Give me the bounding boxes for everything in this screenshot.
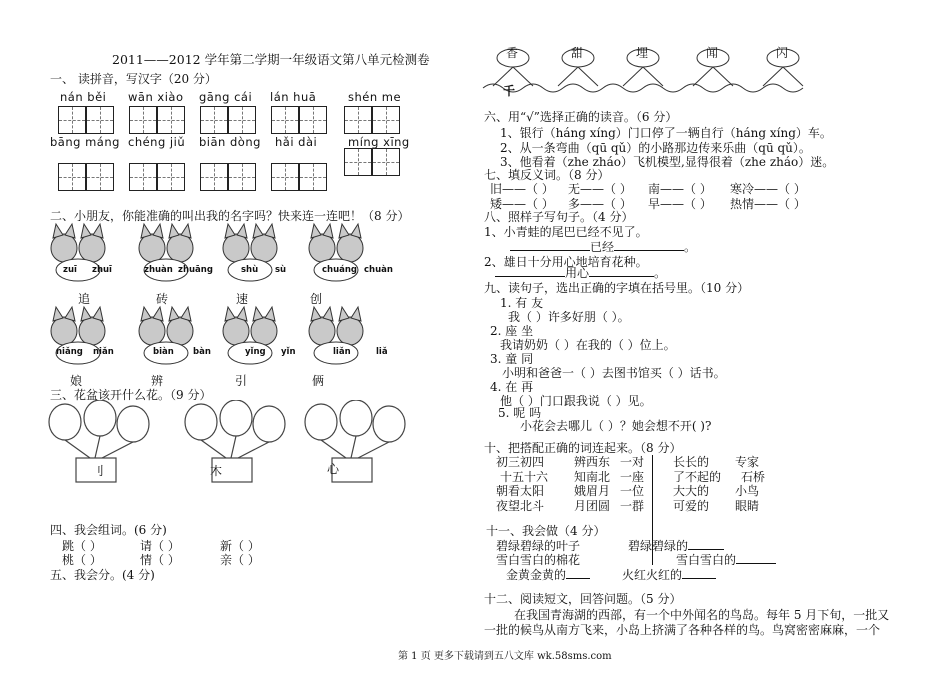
cat-label: biàn — [153, 347, 174, 357]
match-word[interactable]: 可爱的 — [673, 498, 710, 513]
flower-char: 闪 — [776, 46, 789, 60]
section-7-heading: 七、填反义词。（8 分） — [484, 168, 610, 182]
flower-char: 埋 — [636, 46, 649, 60]
section-8-heading: 八、照样子写句子。（4 分） — [484, 210, 634, 224]
pinyin-1: nán běi — [60, 90, 107, 104]
match-word[interactable]: 一座 — [620, 469, 645, 484]
cat-label: niǎn — [93, 347, 114, 357]
writing-box[interactable] — [228, 163, 256, 191]
writing-box[interactable] — [344, 106, 372, 134]
match-char[interactable]: 娘 — [70, 374, 83, 388]
match-char[interactable]: 追 — [78, 292, 91, 306]
writing-box[interactable] — [372, 106, 400, 134]
s6-line-3[interactable]: 3、他看着（zhe zháo）飞机模型,显得很着（zhe zháo）迷。 — [500, 155, 835, 169]
s8-example-1: 1、小青蛙的尾巴已经不见了。 — [484, 225, 648, 239]
section-6-heading: 六、用“√”选择正确的读音。（6 分） — [484, 110, 678, 124]
flower-char: 香 — [506, 46, 519, 60]
pinyin-5: shén me — [348, 90, 402, 104]
pinyin-8: biān dòng — [199, 135, 261, 149]
s11-prefix: 金黄金黄的 — [506, 568, 567, 582]
match-word[interactable]: 一位 — [620, 484, 645, 498]
pinyin-10: míng xīng — [348, 135, 410, 149]
match-word[interactable]: 十五十六 — [500, 469, 549, 484]
cat-label: yǐn — [281, 347, 296, 357]
writing-box[interactable] — [129, 163, 157, 191]
word-item[interactable]: 跳（ ） — [62, 539, 102, 553]
antonym-item[interactable]: 无——（ ） — [568, 182, 632, 196]
match-word[interactable]: 夜望北斗 — [496, 498, 545, 513]
writing-box[interactable] — [58, 163, 86, 191]
s11-prefix: 碧绿碧绿的 — [628, 539, 689, 553]
s8-answer-1[interactable]: 已经 。 — [510, 238, 696, 255]
cat-label: liǎ — [376, 347, 388, 357]
word-item[interactable]: 新（ ） — [220, 539, 260, 553]
section-5-heading: 五、我会分。(4 分) — [50, 568, 155, 582]
pot-radical: 木 — [210, 464, 223, 478]
pinyin-4: lán huā — [270, 90, 317, 104]
passage-line-1: 在我国青海湖的西部，有一个中外闻名的鸟岛。每年 5 月下旬，一批又 — [514, 608, 890, 622]
match-word[interactable]: 娥眉月 — [574, 484, 611, 498]
s9-options: 5. 呢 吗 — [498, 406, 542, 420]
pinyin-9: hǎi dài — [275, 135, 318, 149]
s11-prefix: 火红火红的 — [622, 568, 683, 582]
match-word[interactable]: 小鸟 — [735, 484, 760, 498]
s11-answer-4[interactable] — [622, 566, 716, 583]
section-12-heading: 十二、阅读短文，回答问题。（5 分） — [484, 592, 682, 606]
s10-col-5[interactable] — [735, 455, 765, 513]
s8-keyword-1: 已经 — [590, 240, 615, 254]
match-char[interactable]: 砖 — [156, 292, 169, 306]
cat-label: zhuī — [92, 265, 112, 275]
s9-options: 4. 在 再 — [490, 380, 534, 394]
cat-label: chuàn — [364, 265, 393, 275]
section-1-heading: 一、 读拼音，写汉字（20 分） — [50, 72, 217, 86]
writing-box[interactable] — [200, 163, 228, 191]
match-word[interactable]: 一对 — [620, 455, 645, 469]
page-footer: 第 1 页 更多下载请到五八文库 wk.58sms.com — [398, 651, 612, 662]
match-word[interactable]: 知南北 — [574, 469, 611, 484]
writing-box[interactable] — [58, 106, 86, 134]
writing-box[interactable] — [129, 106, 157, 134]
writing-box[interactable] — [299, 163, 327, 191]
writing-box[interactable] — [157, 106, 185, 134]
cat-label: zuī — [63, 265, 77, 275]
cat-label: bàn — [193, 347, 211, 357]
s9-options: 3. 童 同 — [490, 352, 534, 366]
cat-label: zhuāng — [178, 265, 213, 275]
match-word[interactable]: 辨西东 — [574, 455, 611, 469]
s9-options: 2. 座 坐 — [490, 324, 534, 338]
writing-box[interactable] — [228, 106, 256, 134]
section-2-heading: 二、小朋友，你能准确的叫出我的名字吗？快来连一连吧！（8 分） — [50, 209, 410, 223]
antonym-item[interactable]: 矮——（ ） — [490, 197, 554, 211]
writing-box[interactable] — [86, 106, 114, 134]
match-word[interactable]: 长长的 — [673, 455, 710, 469]
word-item[interactable]: 亲（ ） — [220, 553, 260, 567]
s11-answer-3[interactable] — [506, 566, 590, 583]
match-word[interactable]: 了不起的 — [673, 469, 722, 484]
flower-char: 甜 — [571, 46, 584, 60]
s11-example-2: 雪白雪白的棉花 — [496, 553, 581, 567]
s11-example-1: 碧绿碧绿的叶子 — [496, 539, 581, 553]
antonym-item[interactable]: 早——（ ） — [648, 197, 712, 211]
s11-prefix: 雪白雪白的 — [676, 553, 737, 567]
cat-label: chuáng — [322, 265, 358, 275]
writing-box[interactable] — [271, 106, 299, 134]
antonym-item[interactable]: 南——（ ） — [648, 182, 712, 196]
match-char[interactable]: 辨 — [151, 374, 164, 388]
match-word[interactable]: 大大的 — [673, 484, 710, 498]
match-char[interactable]: 速 — [236, 292, 249, 306]
pinyin-6: bāng máng — [50, 135, 120, 149]
antonym-item[interactable]: 热情——（ ） — [730, 197, 806, 211]
s6-line-1[interactable]: 1、银行（háng xíng）门口停了一辆自行（háng xíng）车。 — [500, 126, 832, 140]
writing-box[interactable] — [86, 163, 114, 191]
writing-box[interactable] — [299, 106, 327, 134]
match-word[interactable]: 专家 — [735, 455, 760, 469]
s10-col-3[interactable] — [620, 455, 644, 513]
pot-radical: 刂 — [92, 464, 105, 478]
cat-label: yǐng — [245, 347, 266, 357]
flower-char: 闻 — [706, 46, 719, 60]
match-word[interactable]: 月团圆 — [574, 498, 611, 513]
section-4-heading: 四、我会组词。(6 分) — [50, 523, 167, 537]
match-word[interactable]: 眼睛 — [735, 498, 760, 513]
pinyin-3: gāng cái — [199, 90, 253, 104]
cat-label: shù — [241, 265, 259, 275]
match-word[interactable]: 一群 — [620, 498, 645, 513]
writing-box[interactable] — [372, 148, 400, 176]
section-10-heading: 十、把搭配正确的词连起来。（8 分） — [484, 441, 682, 455]
s9-options: 1. 有 友 — [500, 296, 544, 310]
pot-radical: 心 — [327, 462, 340, 476]
cat-label: sù — [275, 265, 287, 275]
page-title: 2011——2012 学年第二学期一年级语文第八单元检测卷 — [112, 52, 430, 67]
pinyin-2: wān xiào — [128, 90, 184, 104]
antonym-item[interactable]: 寒冷——（ ） — [730, 182, 806, 196]
word-item[interactable]: 桃（ ） — [62, 553, 102, 567]
pinyin-7: chéng jiǔ — [128, 135, 186, 149]
section-11-heading: 十一、我会做（4 分） — [486, 524, 606, 538]
cat-label: liǎn — [333, 347, 351, 357]
match-word[interactable]: 石桥 — [741, 469, 766, 484]
s9-sentence[interactable]: 小明和爸爸一（ ）去图书馆买（ ）话书。 — [502, 366, 726, 380]
word-item[interactable]: 情（ ） — [140, 553, 180, 567]
s9-sentence[interactable]: 我请奶奶（ ）在我的（ ）位上。 — [500, 338, 676, 352]
s6-line-2[interactable]: 2、从一条弯曲（qū qǔ）的小路那边传来乐曲（qū qǔ）。 — [500, 141, 811, 155]
match-word[interactable]: 朝看太阳 — [496, 484, 545, 498]
s9-sentence[interactable]: 他（ ）门口跟我说（ ）见。 — [500, 394, 652, 408]
s10-col-4[interactable] — [673, 455, 721, 513]
match-word[interactable]: 初三初四 — [496, 455, 545, 469]
cat-label: zhuàn — [144, 265, 173, 275]
s8-answer-2[interactable]: 用心 。 — [495, 264, 666, 281]
s10-col-1[interactable] — [496, 455, 548, 513]
match-char[interactable]: 引 — [235, 374, 248, 388]
writing-box[interactable] — [344, 148, 372, 176]
s8-example-2: 2、雄日十分用心地培育花种。 — [484, 255, 648, 269]
section-3-heading: 三、花盆该开什么花。（9 分） — [50, 388, 212, 402]
s9-sentence[interactable]: 我（ ）许多好朋（ ）。 — [508, 310, 630, 324]
s10-col-2[interactable] — [574, 455, 610, 513]
s9-sentence[interactable]: 小花会去哪儿（ ）？她会想不开( )? — [520, 419, 712, 433]
antonym-item[interactable]: 旧——（ ） — [490, 182, 554, 196]
s8-keyword-2: 用心 — [565, 266, 590, 280]
match-char[interactable]: 创 — [310, 292, 323, 306]
flower-base-char: 千 — [503, 84, 516, 98]
writing-box[interactable] — [271, 163, 299, 191]
antonym-item[interactable]: 多——（ ） — [568, 197, 632, 211]
word-item[interactable]: 请（ ） — [140, 539, 180, 553]
cat-label: niǎng — [56, 347, 83, 357]
writing-box[interactable] — [200, 106, 228, 134]
section-9-heading: 九、读句子，选出正确的字填在括号里。（10 分） — [484, 281, 750, 295]
match-char[interactable]: 俩 — [312, 374, 325, 388]
passage-line-2: 一批的候鸟从南方飞来，小岛上挤满了各种各样的鸟。鸟窝密密麻麻，一个 — [484, 623, 881, 637]
writing-box[interactable] — [157, 163, 185, 191]
